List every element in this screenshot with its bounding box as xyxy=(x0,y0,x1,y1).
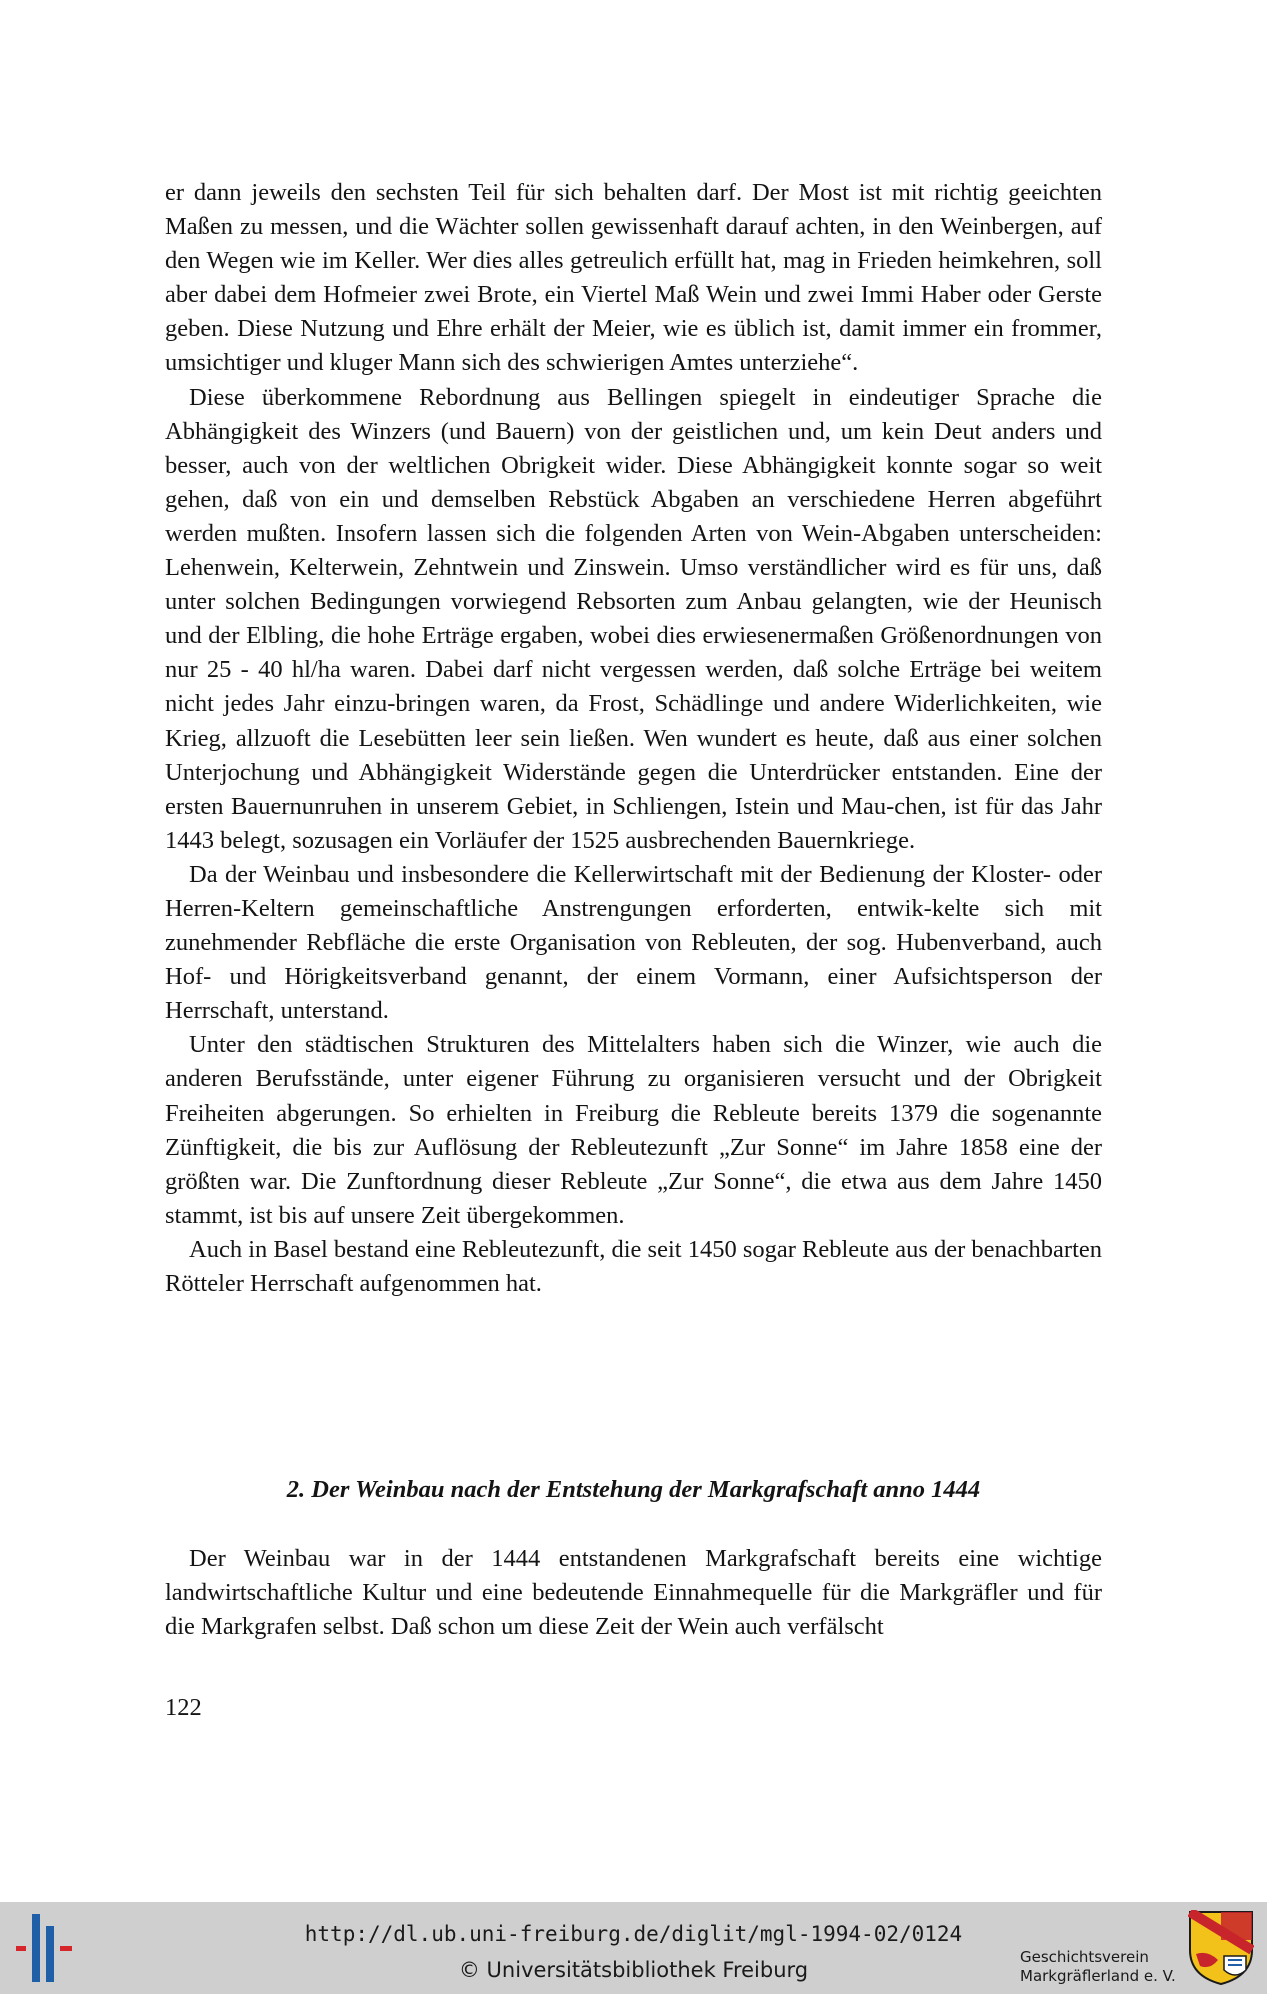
footer-bar xyxy=(0,1902,1267,1994)
body-text xyxy=(165,176,1102,1301)
coat-of-arms-icon xyxy=(1188,1910,1254,1986)
section-heading: 2. Der Weinbau nach der Entstehung der Markgrafschaft anno 1444 xyxy=(286,1476,981,1503)
document-url-link[interactable]: http://dl.ub.uni-freiburg.de/diglit/mgl-1994-02/0124 xyxy=(304,1922,963,1946)
section2-text xyxy=(165,1542,1102,1644)
society-line-2: Markgräflerland e. V. xyxy=(1020,1967,1176,1985)
society-line-1: Geschichtsverein xyxy=(1020,1948,1149,1966)
paragraph-5: Auch in Basel bestand eine Rebleutezunft, die seit 1450 sogar Rebleute aus der benachbarten Rötteler Herrschaft aufgenommen hat. xyxy=(165,1235,1102,1297)
section2-paragraph: Der Weinbau war in der 1444 entstandenen Markgrafschaft bereits eine wichtige landwirtschaftliche Kultur und eine bedeutende Einnahmequelle für die Markgräfler und für die Markgrafen selbst. Daß schon um diese Zeit der Wein auch verfälscht xyxy=(165,1545,1102,1641)
paragraph-4: Unter den städtischen Strukturen des Mittelalters haben sich die Winzer, wie auch die anderen Berufsstände, unter eigener Führung zu organisieren versucht und der Obrigkeit Freiheiten abgerungen. So erhielten in Freiburg die Rebleute bereits 1379 die sogenannte Zünftigkeit, die bis zur Auflösung der Rebleutezunft „Zur Sonne“ im Jahre 1858 eine der größten war. Die Zunftordnung dieser Rebleute „Zur Sonne“, die etwa aus dem Jahre 1450 stammt, ist bis auf unsere Zeit übergekommen. xyxy=(165,1031,1102,1229)
paragraph-2: Diese überkommene Rebordnung aus Bellingen spiegelt in eindeutiger Sprache die Abhängigkeit des Winzers (und Bauern) von der geistlichen und, um kein Deut anders und besser, auch von der weltlichen Obrigkeit wider. Diese Abhängigkeit konnte sogar so weit gehen, daß von ein und demselben Rebstück Abgaben an verschiedene Herren abgeführt werden mußten. Insofern lassen sich die folgenden Arten von Wein-Abgaben unterscheiden: Lehenwein, Kelterwein, Zehntwein und Zinswein. Umso verständlicher wird es für uns, daß unter solchen Bedingungen vorwiegend Rebsorten zum Anbau gelangten, wie der Heunisch und der Elbling, die hohe Erträge ergaben, wobei dies erwiesenermaßen Größenordnungen von nur 25 - 40 hl/ha waren. Dabei darf nicht vergessen werden, daß solche Erträge bei weitem nicht jedes Jahr einzu-bringen waren, da Frost, Schädlinge und andere Widerlichkeiten, wie Krieg, allzuoft die Lesebütten leer sein ließen. Wen wundert es heute, daß aus einer solchen Unterjochung und Abhängigkeit Widerstände gegen die Unterdrücker entstanden. Eine der ersten Bauernunruhen in unserem Gebiet, in Schliengen, Istein und Mau-chen, ist für das Jahr 1443 belegt, sozusagen ein Vorläufer der 1525 ausbrechenden Bauernkriege. xyxy=(165,383,1102,854)
paragraph-3: Da der Weinbau und insbesondere die Kellerwirtschaft mit der Bedienung der Kloster- oder Herren-Keltern gemeinschaftliche Anstrengungen erforderten, entwik-kelte sich mit zunehmender Rebfläche die erste Organisation von Rebleuten, der sog. Hubenverband, auch Hof- und Hörigkeitsverband genannt, der einem Vormann, einer Aufsichtsperson der Herrschaft, unterstand. xyxy=(165,860,1102,1025)
copyright-text: © Universitätsbibliothek Freiburg xyxy=(458,1958,809,1982)
paragraph-1: er dann jeweils den sechsten Teil für sich behalten darf. Der Most ist mit richtig geeichten Maßen zu messen, und die Wächter sollen gewissenhaft darauf achten, in den Weinbergen, auf den Wegen wie im Keller. Wer dies alles getreulich erfüllt hat, mag in Frieden heimkehren, soll aber dabei dem Hofmeier zwei Brote, ein Viertel Maß Wein und zwei Immi Haber oder Gerste geben. Diese Nutzung und Ehre erhält der Meier, wie es üblich ist, damit immer ein frommer, umsichtiger und kluger Mann sich des schwierigen Amtes unterziehe“. xyxy=(165,179,1102,377)
society-name xyxy=(1020,1948,1176,1986)
page-number: 122 xyxy=(165,1694,202,1721)
